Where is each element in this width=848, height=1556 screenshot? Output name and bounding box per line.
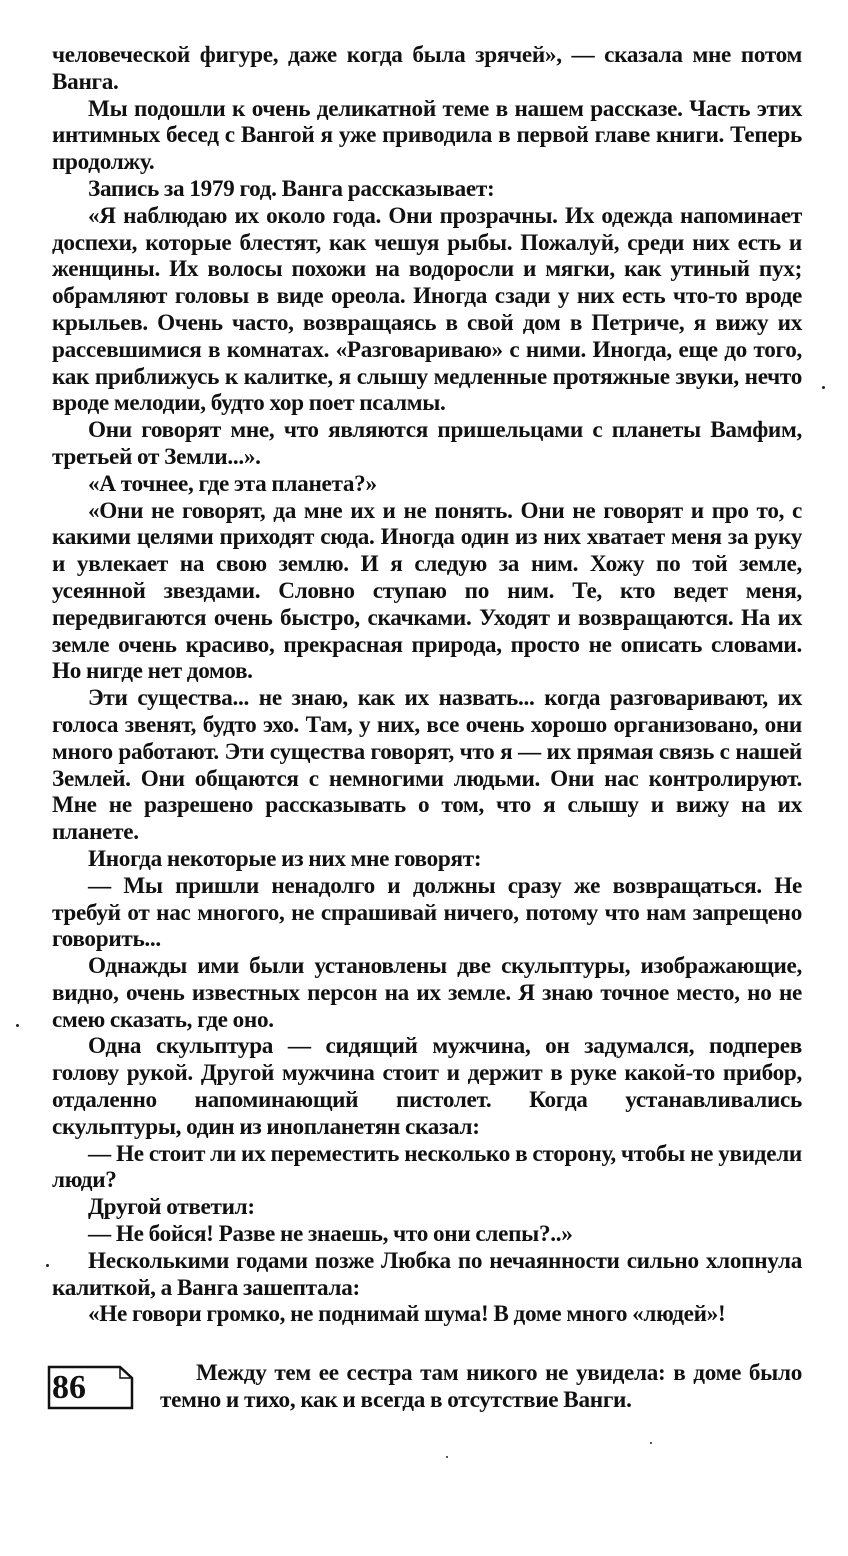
print-speck [16,1024,19,1027]
paragraph: человеческой фигуре, даже когда была зрячей», — сказала мне потом Ванга. [52,42,802,95]
paragraph: Другой ответил: [88,1194,255,1221]
print-speck [822,386,825,389]
paragraph: Они говорят мне, что являются пришельцами с планеты Вамфим, третьей от Земли...». [52,417,802,470]
print-speck [46,1264,49,1267]
paragraph: Несколькими годами позже Любка по нечаянности сильно хлопнула калиткой, а Ванга зашептала: [52,1247,802,1301]
paragraph: — Не бойся! Разве не знаешь, что они слепы?..» [88,1221,573,1248]
print-speck [650,1442,652,1444]
paragraph: Мы подошли к очень деликатной теме в нашем рассказе. Часть этих интимных бесед с Вангой я уже приводила в первой главе книги. Теперь продолжу. [52,95,802,176]
body-text [52,42,802,1328]
paragraph: Эти существа... не знаю, как их назвать... когда разговаривают, их голоса звенят, будто эхо. Там, у них, все очень хорошо организовано, они много работают. Эти существа говорят, что я — их прямая связь с нашей Землей. Они общаются с немногими людьми. Они нас контролируют. Мне не разрешено рассказывать о том, что я слышу и вижу на их планете. [52,685,802,846]
paragraph: Запись за 1979 год. Ванга рассказывает: [88,175,495,202]
paragraph: «Не говори громко, не поднимай шума! В доме много «людей»! [88,1301,726,1328]
paragraph: «А точнее, где эта планета?» [88,470,377,497]
page-number-badge [46,1364,132,1410]
paragraph: — Не стоит ли их переместить несколько в сторону, чтобы не увидели люди? [52,1140,802,1194]
page-number: 86 [52,1369,86,1406]
paragraph: — Мы пришли ненадолго и должны сразу же возвращаться. Не требуй от нас многого, не спрашивай ничего, потому что нам запрещено говорить... [52,872,802,953]
closing-paragraph: Между тем ее сестра там никого не увидела: в доме было темно и тихо, как и всегда в отсутствие Ванги. [160,1360,802,1413]
paragraph: «Я наблюдаю их около года. Они прозрачны. Их одежда напоминает доспехи, которые блестят, как чешуя рыбы. Пожалуй, среди них есть и женщины. Их волосы похожи на водоросли и мягки, как утиный пух; обрамляют головы в виде ореола. Иногда сзади у них есть что-то вроде крыльев. Очень часто, возвращаясь в свой дом в Петриче, я вижу их рассевшимися в комнатах. «Разговариваю» с ними. Иногда, еще до того, как приближусь к калитке, я слышу медленные протяжные звуки, нечто вроде мелодии, будто хор поет псалмы. [52,202,802,417]
paragraph: Иногда некоторые из них мне говорят: [88,845,482,872]
paragraph: Однажды ими были установлены две скульптуры, изображающие, видно, очень известных персон на их земле. Я знаю точное место, но не смею сказать, где оно. [52,953,802,1033]
print-speck [446,1456,448,1458]
paragraph: «Они не говорят, да мне их и не понять. Они не говорят и про то, с какими целями приходят сюда. Иногда один из них хватает меня за руку и увлекает на свою землю. И я следую за ним. Хожу по той земле, усеянной звездами. Словно ступаю по ним. Те, кто ведет меня, передвигаются очень быстро, скачками. Уходят и возвращаются. На их земле очень красиво, прекрасная природа, просто не описать словами. Но нигде нет домов. [52,497,802,685]
paragraph: Одна скульптура — сидящий мужчина, он задумался, подперев голову рукой. Другой мужчина стоит и держит в руке какой-то прибор, отдаленно напоминающий пистолет. Когда устанавливались скульптуры, один из инопланетян сказал: [52,1033,802,1140]
